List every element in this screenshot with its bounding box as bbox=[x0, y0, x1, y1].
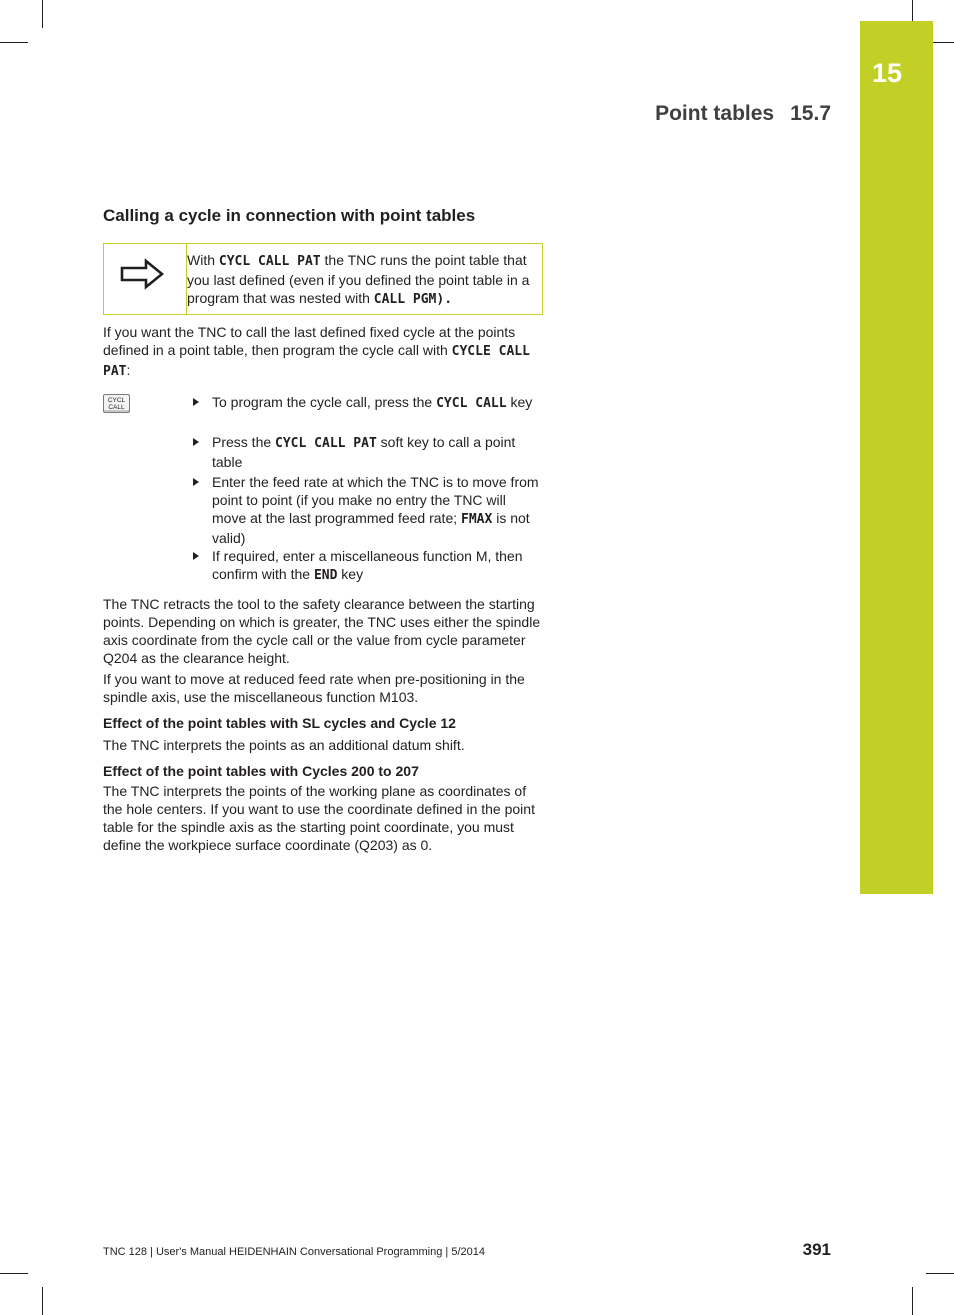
intro-text: If you want the TNC to call the last defined fixed cycle at the points defined in a point table, then program the cycle call with bbox=[103, 324, 516, 358]
crop-mark bbox=[42, 1287, 43, 1315]
list-item bbox=[193, 473, 543, 547]
list-item bbox=[193, 547, 543, 585]
main-content bbox=[103, 205, 543, 854]
crop-mark bbox=[0, 1273, 28, 1274]
chapter-tab bbox=[860, 21, 933, 894]
bullet-triangle-icon bbox=[193, 478, 199, 486]
step-command: FMAX bbox=[461, 512, 493, 527]
retract-paragraph: The TNC retracts the tool to the safety clearance between the starting points. Depending on which is greater, the TNC uses either the spindle axis coordinate from the cycle call or the value from cycle parameter Q204 as the clearance height. bbox=[103, 596, 541, 666]
steps-list bbox=[103, 393, 543, 585]
subheading-cycles-200-207: Effect of the point tables with Cycles 200 to 207 bbox=[103, 763, 419, 779]
intro-colon: : bbox=[126, 362, 131, 378]
step-command: CYCL CALL PAT bbox=[275, 436, 377, 451]
step-text: Press the bbox=[212, 434, 276, 450]
bullet-triangle-icon bbox=[193, 398, 199, 406]
page-footer bbox=[103, 1240, 831, 1262]
note-box bbox=[103, 243, 543, 315]
step-text: Enter the feed rate at which the TNC is to move from point to point (if you make no entry the TNC will move at the last programmed feed rate; bbox=[212, 474, 539, 526]
note-command-call-pgm: CALL PGM). bbox=[373, 292, 453, 307]
cycles-200-207-paragraph: The TNC interprets the points of the working plane as coordinates of the hole centers. If you want to use the coordinate defined in the point table for the spindle axis as the starting point coordinate, you must define the workpiece surface coordinate (Q203) as 0. bbox=[103, 783, 535, 853]
cycl-call-key-icon bbox=[103, 394, 130, 413]
footer-text: TNC 128 | User's Manual HEIDENHAIN Conversational Programming | 5/2014 bbox=[103, 1246, 485, 1258]
running-head-title: Point tables bbox=[655, 102, 775, 125]
note-command-cycl-call-pat: CYCL CALL PAT bbox=[218, 254, 321, 269]
step-command: END bbox=[313, 568, 338, 583]
running-head-section: 15.7 bbox=[790, 102, 831, 125]
step-text: To program the cycle call, press the bbox=[212, 394, 437, 410]
step-command: CYCL CALL bbox=[436, 396, 507, 411]
reduced-feed-paragraph: If you want to move at reduced feed rate when pre-positioning in the spindle axis, use the miscellaneous function M103. bbox=[103, 671, 525, 705]
running-head bbox=[655, 102, 831, 126]
key-label-line1: CYCL bbox=[107, 397, 126, 404]
crop-mark bbox=[926, 1273, 954, 1274]
intro-command: CYCLE CALL PAT bbox=[103, 344, 530, 379]
page-number: 391 bbox=[802, 1240, 831, 1259]
crop-mark bbox=[42, 0, 43, 28]
key-label-line2: CALL bbox=[108, 404, 125, 411]
step-text: is not valid) bbox=[212, 510, 530, 546]
bullet-triangle-icon bbox=[193, 438, 199, 446]
crop-mark bbox=[912, 1287, 913, 1315]
note-text bbox=[187, 251, 532, 309]
list-item bbox=[193, 393, 543, 413]
list-item bbox=[193, 433, 543, 471]
arrow-right-icon bbox=[119, 257, 165, 296]
step-text: If required, enter a miscellaneous function M, then confirm with the bbox=[212, 548, 523, 582]
sl-cycles-paragraph: The TNC interprets the points as an additional datum shift. bbox=[103, 737, 465, 753]
section-title: Calling a cycle in connection with point tables bbox=[103, 206, 476, 225]
note-text-mid: the TNC runs the point table that you last defined (even if you defined the point table in a program that was nested with bbox=[187, 252, 530, 306]
step-text: key bbox=[506, 394, 533, 410]
step-text: soft key to call a point table bbox=[212, 434, 516, 470]
crop-mark bbox=[0, 42, 28, 43]
note-text-pre: With bbox=[187, 252, 219, 268]
intro-paragraph bbox=[103, 323, 543, 381]
bullet-triangle-icon bbox=[193, 552, 199, 560]
chapter-number: 15 bbox=[872, 58, 903, 88]
step-text: key bbox=[337, 566, 364, 582]
subheading-sl-cycles: Effect of the point tables with SL cycles and Cycle 12 bbox=[103, 715, 456, 731]
